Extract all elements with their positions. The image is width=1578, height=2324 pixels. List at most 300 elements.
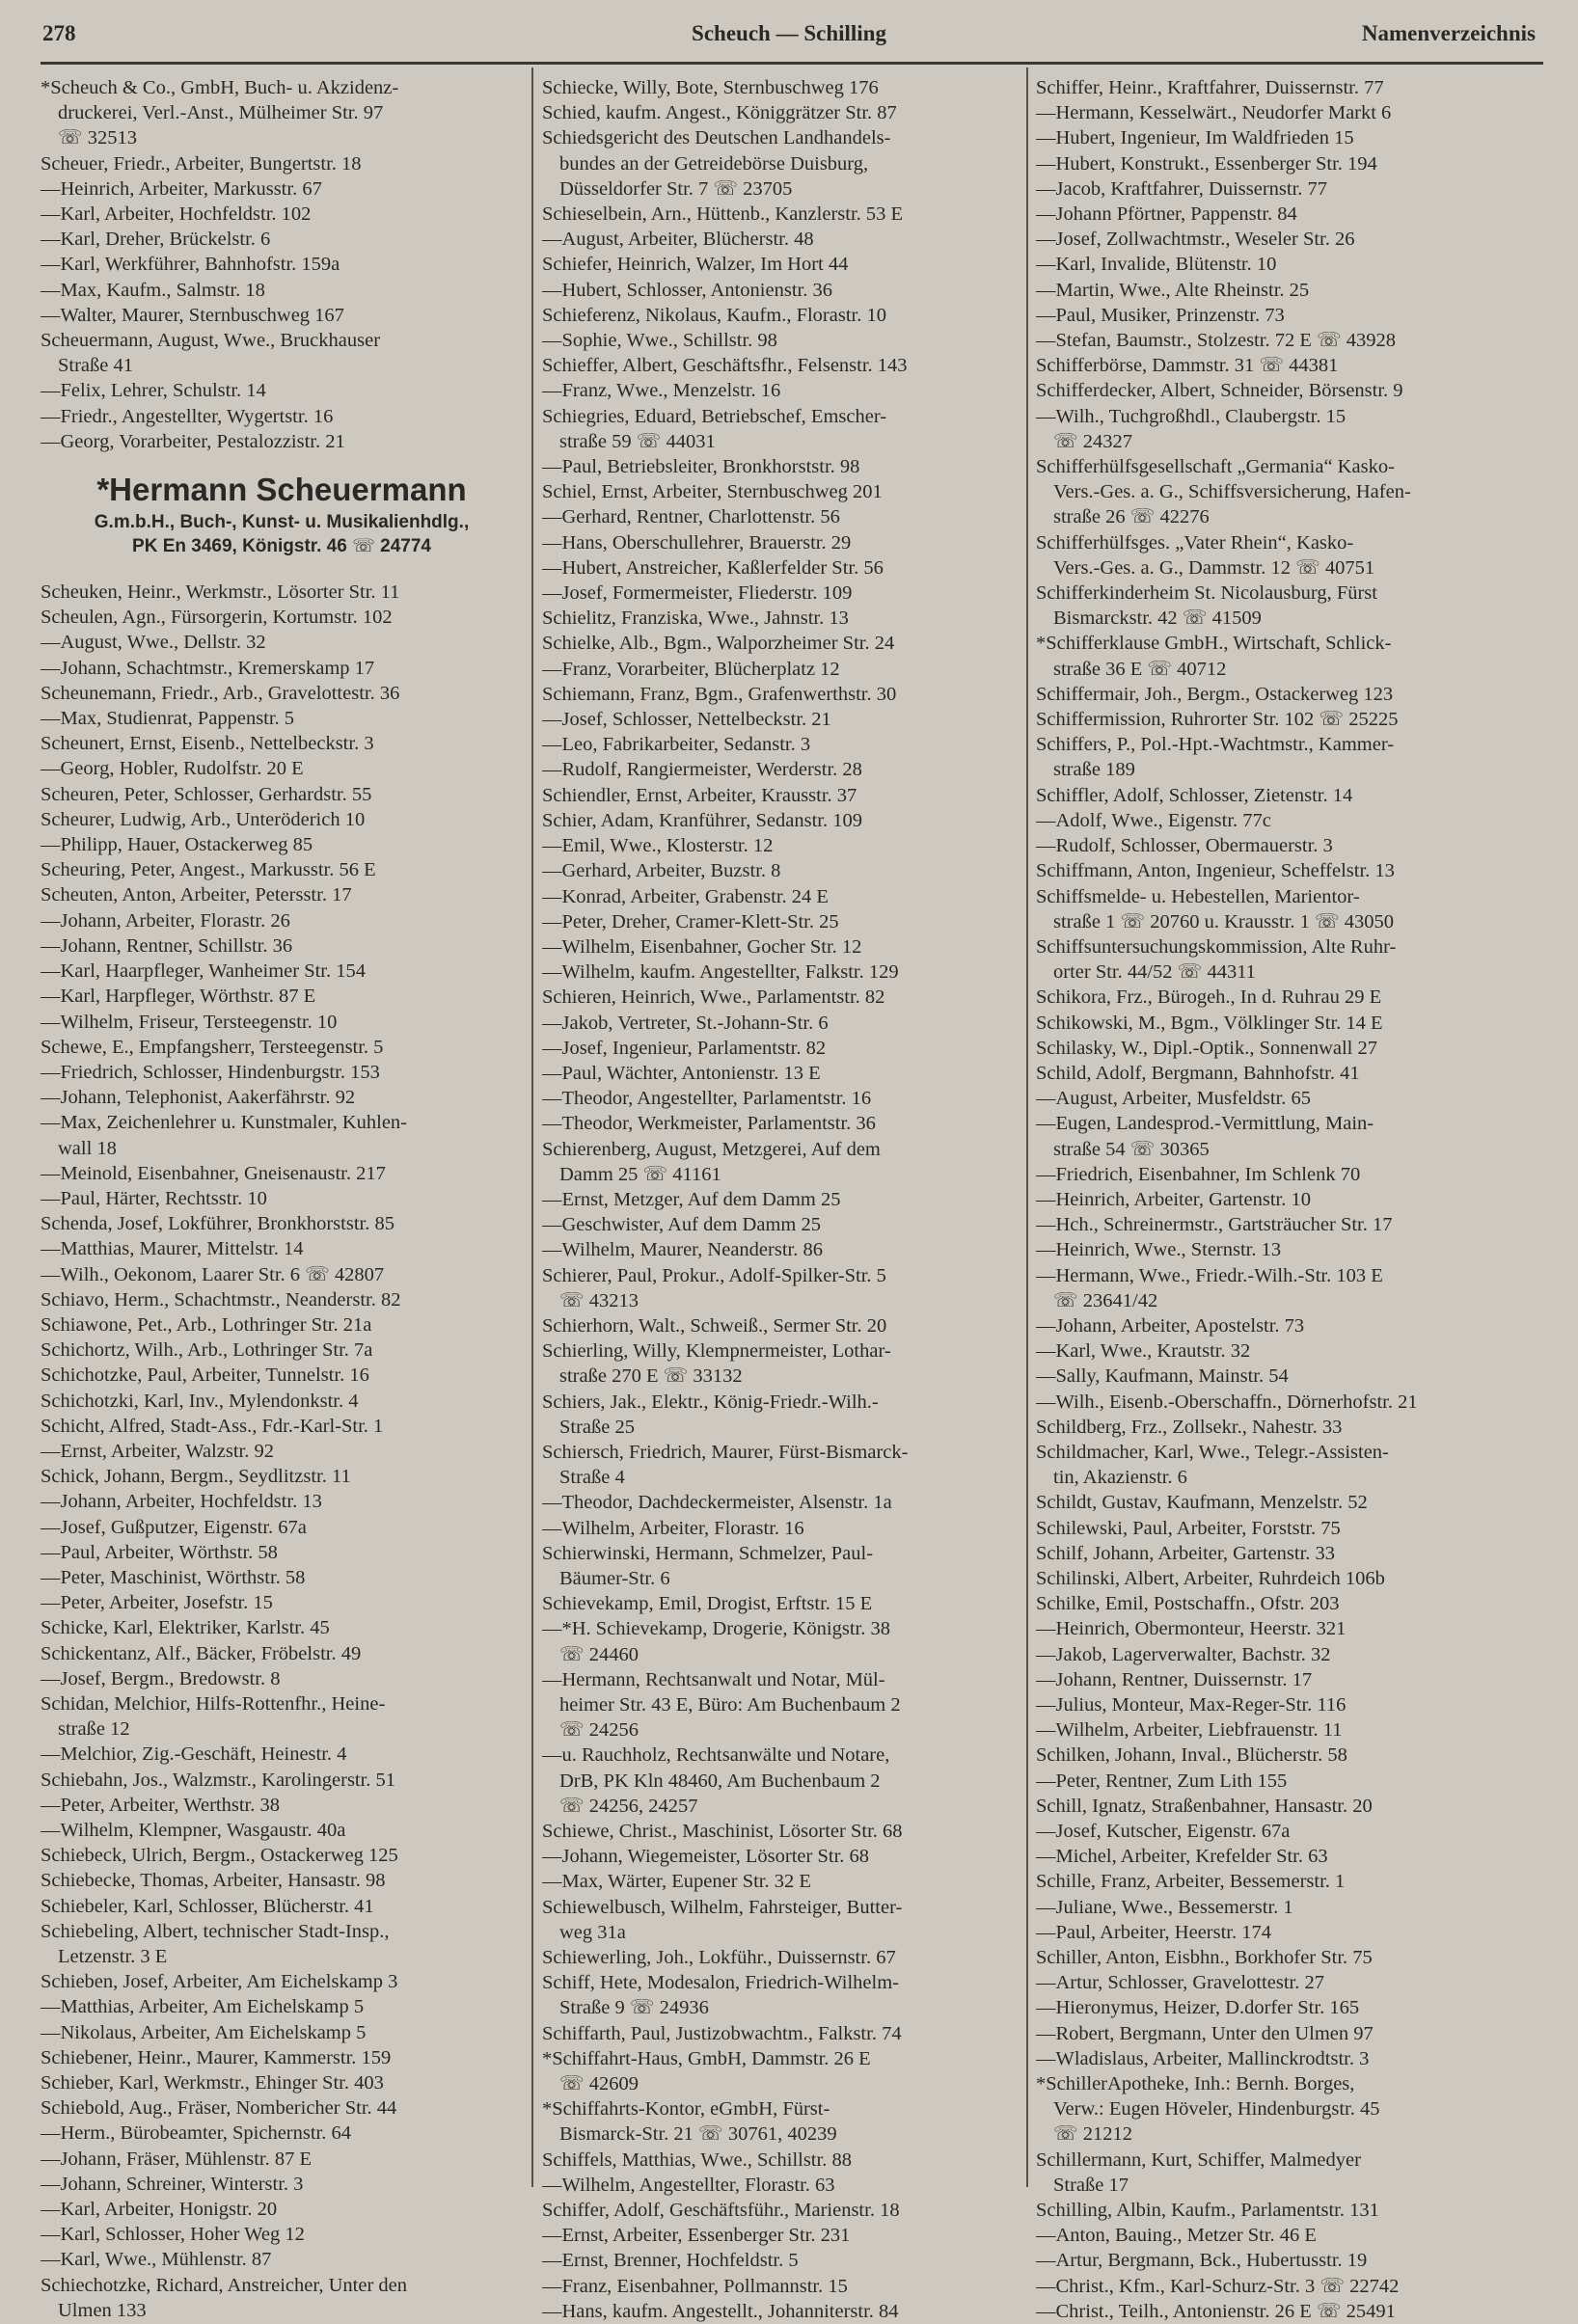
entry-line: —Johann, Rentner, Schillstr. 36 — [41, 934, 293, 957]
directory-entry — [542, 1667, 1019, 1743]
directory-entry — [41, 2172, 523, 2197]
entry-line: —Wilhelm, Maurer, Neanderstr. 86 — [542, 1239, 823, 1261]
directory-entry — [1036, 1769, 1541, 1794]
ad-line: G.m.b.H., Buch-, Kunst- u. Musikalienhdlg., — [94, 512, 470, 533]
directory-entry — [41, 202, 523, 227]
entry-line: —Stefan, Baumstr., Stolzestr. 72 E ☏ 43928 — [1036, 330, 1396, 352]
directory-entry — [41, 378, 523, 403]
entry-line: Schieffer, Albert, Geschäftsfhr., Felsenstr. 143 — [542, 355, 908, 377]
entry-line: —Ernst, Arbeiter, Essenberger Str. 231 — [542, 2225, 851, 2247]
entry-line: Schicht, Alfred, Stadt-Ass., Fdr.-Karl-Str. 1 — [41, 1415, 384, 1437]
entry-line: *Schiffahrts-Kontor, eGmbH, Fürst- — [542, 2098, 830, 2121]
directory-entry — [542, 2096, 1019, 2147]
directory-entry — [41, 1691, 523, 1742]
entry-continuation-line: Straße 17 — [1053, 2174, 1129, 2196]
directory-entry — [41, 984, 523, 1009]
entry-line: —Rudolf, Schlosser, Obermauerstr. 3 — [1036, 835, 1333, 857]
entry-line: Schielitz, Franziska, Wwe., Jahnstr. 13 — [542, 608, 849, 630]
entry-line: Schilasky, W., Dipl.-Optik., Sonnenwall 27 — [1036, 1037, 1377, 1059]
directory-entry — [1036, 884, 1541, 934]
directory-entry — [542, 732, 1019, 757]
directory-entry — [1036, 1895, 1541, 1920]
entry-line: —Anton, Bauing., Metzer Str. 46 E — [1036, 2225, 1317, 2247]
entry-line: —Paul, Betriebsleiter, Bronkhorststr. 98 — [542, 456, 860, 478]
directory-entry — [1036, 631, 1541, 681]
entry-line: —Max, Wärter, Eupener Str. 32 E — [542, 1871, 811, 1893]
entry-line: —Theodor, Angestellter, Parlamentstr. 16 — [542, 1088, 872, 1110]
directory-entry — [542, 884, 1019, 909]
directory-entry — [41, 1994, 523, 2019]
ad-line: PK En 3469, Königstr. 46 ☏ 24774 — [132, 536, 431, 557]
entry-line: Schied, kaufm. Angest., Königgrätzer Str. 87 — [542, 102, 897, 124]
directory-entry — [1036, 1945, 1541, 1970]
entry-continuation-line: Vers.-Ges. a. G., Schiffsversicherung, Hafen- — [1053, 481, 1411, 503]
directory-entry — [1036, 1541, 1541, 1566]
directory-entry — [1036, 278, 1541, 303]
directory-entry — [41, 1768, 523, 1793]
directory-entry — [542, 2223, 1019, 2248]
directory-entry — [1036, 2046, 1541, 2071]
entry-line: Schilke, Emil, Postschaffn., Ofstr. 203 — [1036, 1593, 1340, 1615]
entry-line: Schiers, Jak., Elektr., König-Friedr.-Wilh.- — [542, 1391, 879, 1413]
directory-entry — [542, 1440, 1019, 1490]
entry-line: *Scheuch & Co., GmbH, Buch- u. Akzidenz- — [41, 77, 399, 98]
directory-entry — [41, 1894, 523, 1919]
entry-continuation-line: Verw.: Eugen Höveler, Hindenburgstr. 45 — [1053, 2098, 1380, 2121]
entry-line: Schierwinski, Hermann, Schmelzer, Paul- — [542, 1542, 874, 1564]
entry-line: Schiecke, Willy, Bote, Sternbuschweg 176 — [542, 77, 879, 98]
directory-entry — [542, 378, 1019, 403]
entry-line: —Josef, Gußputzer, Eigenstr. 67a — [41, 1516, 307, 1538]
directory-entry — [1036, 2071, 1541, 2148]
entry-line: —Wilhelm, Friseur, Tersteegenstr. 10 — [41, 1011, 338, 1033]
directory-entry — [542, 2021, 1019, 2046]
entry-line: Schiebecke, Thomas, Arbeiter, Hansastr. 98 — [41, 1870, 386, 1892]
entry-line: —Hermann, Kesselwärt., Neudorfer Markt 6 — [1036, 102, 1392, 124]
entry-line: Scheuken, Heinr., Werkmstr., Lösorter Str. 11 — [41, 581, 400, 604]
entry-line: Schickentanz, Alf., Bäcker, Fröbelstr. 49 — [41, 1642, 362, 1664]
directory-entry — [542, 479, 1019, 504]
column-3 — [1036, 75, 1541, 2324]
directory-entry — [41, 1742, 523, 1767]
entry-continuation-line: bundes an der Getreidebörse Duisburg, — [559, 152, 869, 175]
entry-line: —Johann, Telephonist, Aakerfährstr. 92 — [41, 1087, 356, 1109]
directory-entry — [542, 125, 1019, 202]
entry-line: —Matthias, Maurer, Mittelstr. 14 — [41, 1238, 304, 1260]
entry-line: —Hermann, Wwe., Friedr.-Wilh.-Str. 103 E — [1036, 1264, 1383, 1286]
entry-continuation-line: wall 18 — [58, 1137, 117, 1159]
entry-continuation-line: Düsseldorfer Str. 7 ☏ 23705 — [559, 177, 793, 200]
directory-entry — [542, 1895, 1019, 1945]
directory-entry — [41, 252, 523, 277]
entry-line: —Artur, Bergmann, Bck., Hubertusstr. 19 — [1036, 2250, 1368, 2272]
entry-line: —Josef, Kutscher, Eigenstr. 67a — [1036, 1821, 1291, 1843]
directory-entry — [41, 1439, 523, 1464]
entry-line: Schiebeling, Albert, technischer Stadt-Insp., — [41, 1920, 390, 1942]
directory-entry — [1036, 1490, 1541, 1515]
entry-line: —Josef, Schlosser, Nettelbeckstr. 21 — [542, 709, 831, 731]
entry-line: Scheuermann, August, Wwe., Bruckhauser — [41, 330, 381, 352]
directory-entry — [1036, 1111, 1541, 1161]
entry-continuation-line: Straße 4 — [559, 1467, 625, 1489]
entry-line: Schiller, Anton, Eisbhn., Borkhofer Str. 75 — [1036, 1947, 1373, 1969]
directory-entry — [1036, 1819, 1541, 1844]
directory-entry — [41, 1969, 523, 1994]
entry-line: Schicke, Karl, Elektriker, Karlstr. 45 — [41, 1617, 330, 1639]
entry-line: —Heinrich, Arbeiter, Gartenstr. 10 — [1036, 1188, 1311, 1210]
directory-entry — [41, 2070, 523, 2095]
entry-line: —Hubert, Schlosser, Antonienstr. 36 — [542, 279, 832, 301]
entry-continuation-line: Ulmen 133 — [58, 2299, 147, 2321]
directory-entry — [542, 227, 1019, 252]
directory-entry — [41, 857, 523, 882]
directory-entry — [1036, 1338, 1541, 1364]
entry-line: —Paul, Musiker, Prinzenstr. 73 — [1036, 304, 1285, 326]
entry-line: —Wilh., Tuchgroßhdl., Claubergstr. 15 — [1036, 405, 1347, 427]
directory-entry — [542, 202, 1019, 227]
entry-line: —Ernst, Brenner, Hochfeldstr. 5 — [542, 2250, 799, 2272]
entry-continuation-line: Bismarck-Str. 21 ☏ 30761, 40239 — [559, 2123, 837, 2146]
directory-entry — [41, 303, 523, 328]
directory-entry — [1036, 1415, 1541, 1440]
entry-line: —Heinrich, Arbeiter, Markusstr. 67 — [41, 177, 322, 200]
running-title: Scheuch — Schilling — [692, 21, 886, 45]
entry-line: Schierhorn, Walt., Schweiß., Sermer Str. 20 — [542, 1314, 887, 1337]
entry-line: Schiemann, Franz, Bgm., Grafenwerthstr. 30 — [542, 683, 897, 705]
directory-entry — [1036, 1869, 1541, 1894]
directory-entry — [1036, 1642, 1541, 1667]
section-title: Namenverzeichnis — [1361, 21, 1536, 45]
entry-line: —Michel, Arbeiter, Krefelder Str. 63 — [1036, 1846, 1328, 1868]
entry-line: Schiffermair, Joh., Bergm., Ostackerweg 123 — [1036, 683, 1394, 705]
directory-entry — [41, 1818, 523, 1843]
directory-entry — [542, 1591, 1019, 1616]
entry-line: —Josef, Bergm., Bredowstr. 8 — [41, 1667, 281, 1689]
entry-line: —Johann, Arbeiter, Florastr. 26 — [41, 909, 290, 932]
entry-line: —Leo, Fabrikarbeiter, Sedanstr. 3 — [542, 734, 811, 756]
entry-line: —Karl, Werkführer, Bahnhofstr. 159a — [41, 254, 340, 276]
directory-entry — [1036, 125, 1541, 150]
entry-line: —u. Rauchholz, Rechtsanwälte und Notare, — [542, 1744, 890, 1767]
directory-entry — [542, 2046, 1019, 2096]
entry-line: Scheurer, Ludwig, Arb., Unteröderich 10 — [41, 808, 366, 830]
entry-line: Schiffler, Adolf, Schlosser, Zietenstr. 14 — [1036, 784, 1353, 806]
entry-continuation-line: DrB, PK Kln 48460, Am Buchenbaum 2 — [559, 1770, 881, 1792]
entry-line: Schifferhülfsgesellschaft „Germania“ Kasko- — [1036, 456, 1395, 478]
entry-list — [41, 75, 523, 454]
entry-line: Schier, Adam, Kranführer, Sedanstr. 109 — [542, 809, 862, 831]
page-number: 278 — [42, 21, 76, 45]
entry-continuation-line: straße 1 ☏ 20760 u. Krausstr. 1 ☏ 43050 — [1053, 910, 1395, 932]
entry-line: —Hieronymus, Heizer, D.dorfer Str. 165 — [1036, 1997, 1360, 2019]
entry-line: —Heinrich, Obermonteur, Heerstr. 321 — [1036, 1618, 1347, 1640]
entry-line: —Juliane, Wwe., Bessemerstr. 1 — [1036, 1896, 1293, 1918]
entry-line: —Josef, Zollwachtmstr., Weseler Str. 26 — [1036, 229, 1355, 251]
entry-line: Schieren, Heinrich, Wwe., Parlamentstr. 82 — [542, 986, 885, 1009]
entry-line: Schiavo, Herm., Schachtmstr., Neanderstr. 82 — [41, 1288, 401, 1311]
directory-entry — [542, 631, 1019, 656]
entry-continuation-line: ☏ 23641/42 — [1053, 1289, 1158, 1311]
directory-entry — [41, 1515, 523, 1540]
entry-line: Schiebahn, Jos., Walzmstr., Karolingerstr. 51 — [41, 1769, 396, 1791]
column-2 — [542, 75, 1019, 2324]
entry-continuation-line: Bismarckstr. 42 ☏ 41509 — [1053, 608, 1262, 630]
directory-entry — [542, 833, 1019, 858]
directory-entry — [542, 1945, 1019, 1970]
directory-entry — [41, 1464, 523, 1489]
directory-entry — [41, 2095, 523, 2121]
entry-line: Schilken, Johann, Inval., Blücherstr. 58 — [1036, 1744, 1347, 1767]
entry-line: —Paul, Arbeiter, Wörthstr. 58 — [41, 1541, 278, 1563]
directory-entry — [41, 1262, 523, 1287]
entry-line: Schiebold, Aug., Fräser, Nombericher Str. 44 — [41, 2097, 397, 2120]
entry-line: Schierenberg, August, Metzgerei, Auf dem — [542, 1138, 881, 1160]
directory-entry — [41, 1010, 523, 1035]
directory-entry — [1036, 1162, 1541, 1187]
directory-entry — [1036, 378, 1541, 403]
entry-line: Schiechotzke, Richard, Anstreicher, Unter den — [41, 2274, 408, 2296]
directory-entry — [41, 2121, 523, 2146]
directory-entry — [1036, 2274, 1541, 2299]
directory-entry — [41, 176, 523, 202]
entry-line: Schild, Adolf, Bergmann, Bahnhofstr. 41 — [1036, 1062, 1360, 1084]
directory-entry — [542, 1237, 1019, 1262]
directory-entry — [1036, 1920, 1541, 1945]
directory-entry — [41, 2197, 523, 2222]
entry-line: —Friedrich, Eisenbahner, Im Schlenk 70 — [1036, 1163, 1361, 1185]
entry-line: Schiawone, Pet., Arb., Lothringer Str. 21a — [41, 1313, 372, 1336]
entry-line: —Artur, Schlosser, Gravelottestr. 27 — [1036, 1972, 1324, 1994]
entry-line: —Karl, Schlosser, Hoher Weg 12 — [41, 2224, 305, 2246]
entry-line: Schiffers, P., Pol.-Hpt.-Wachtmstr., Kammer- — [1036, 734, 1395, 756]
entry-continuation-line: orter Str. 44/52 ☏ 44311 — [1053, 961, 1256, 984]
directory-entry — [41, 151, 523, 176]
directory-entry — [1036, 1970, 1541, 1995]
entry-line: Schichortz, Wilh., Arb., Lothringer Str. 7a — [41, 1339, 373, 1362]
entry-line: —Theodor, Werkmeister, Parlamentstr. 36 — [542, 1113, 876, 1135]
directory-entry — [41, 933, 523, 959]
directory-entry — [41, 328, 523, 378]
entry-line: Schildt, Gustav, Kaufmann, Menzelstr. 52 — [1036, 1492, 1368, 1514]
entry-line: —Emil, Wwe., Klosterstr. 12 — [542, 835, 774, 857]
directory-entry — [542, 454, 1019, 479]
directory-entry — [41, 959, 523, 984]
entry-line: —Wilhelm, Klempner, Wasgaustr. 40a — [41, 1820, 346, 1841]
directory-entry — [41, 1414, 523, 1439]
entry-line: Schielke, Alb., Bgm., Walporzheimer Str. 24 — [542, 633, 895, 655]
directory-entry — [1036, 2198, 1541, 2223]
directory-entry — [542, 1111, 1019, 1136]
entry-line: —Adolf, Wwe., Eigenstr. 77c — [1036, 809, 1271, 831]
directory-entry — [542, 1390, 1019, 1440]
entry-continuation-line: ☏ 24256, 24257 — [559, 1795, 698, 1817]
entry-line: Schille, Franz, Arbeiter, Bessemerstr. 1 — [1036, 1871, 1346, 1893]
entry-line: —Ernst, Arbeiter, Walzstr. 92 — [41, 1440, 274, 1462]
entry-line: Schiendler, Ernst, Arbeiter, Krausstr. 37 — [542, 784, 857, 806]
entry-line: —Eugen, Landesprod.-Vermittlung, Main- — [1036, 1113, 1374, 1135]
directory-entry — [41, 605, 523, 630]
directory-entry — [1036, 252, 1541, 277]
directory-entry — [542, 1011, 1019, 1036]
entry-line: —August, Arbeiter, Blücherstr. 48 — [542, 229, 814, 251]
entry-continuation-line: Vers.-Ges. a. G., Dammstr. 12 ☏ 40751 — [1053, 556, 1375, 579]
entry-line: Schieselbein, Arn., Hüttenb., Kanzlerstr. 53 E — [542, 203, 904, 226]
directory-entry — [1036, 303, 1541, 328]
directory-entry — [41, 1236, 523, 1261]
entry-line: Schiebener, Heinr., Maurer, Kammerstr. 159 — [41, 2046, 392, 2068]
directory-entry — [1036, 328, 1541, 353]
directory-entry — [41, 2045, 523, 2070]
entry-line: Schichotzke, Paul, Arbeiter, Tunnelstr. 16 — [41, 1365, 369, 1387]
entry-line: Schikora, Frz., Bürogeh., In d. Ruhrau 29 E — [1036, 986, 1382, 1009]
entry-line: Scheunemann, Friedr., Arb., Gravelottestr. 36 — [41, 682, 400, 704]
entry-line: —Sally, Kaufmann, Mainstr. 54 — [1036, 1365, 1289, 1388]
directory-entry — [542, 1313, 1019, 1338]
entry-line: Schilewski, Paul, Arbeiter, Forststr. 75 — [1036, 1517, 1341, 1539]
entry-line: —*H. Schievekamp, Drogerie, Königstr. 38 — [542, 1618, 890, 1640]
advertisement — [41, 470, 523, 558]
entry-continuation-line: ☏ 43213 — [559, 1289, 639, 1311]
directory-entry — [1036, 454, 1541, 530]
entry-line: —Franz, Vorarbeiter, Blücherplatz 12 — [542, 658, 840, 680]
directory-entry — [41, 1389, 523, 1414]
directory-entry — [41, 706, 523, 731]
directory-entry — [1036, 176, 1541, 202]
directory-entry — [1036, 1794, 1541, 1819]
directory-entry — [1036, 1616, 1541, 1641]
entry-line: —Wilhelm, Angestellter, Florastr. 63 — [542, 2174, 835, 2196]
directory-entry — [41, 2147, 523, 2172]
directory-entry — [542, 2299, 1019, 2324]
entry-line: —Peter, Dreher, Cramer-Klett-Str. 25 — [542, 910, 839, 932]
directory-entry — [1036, 100, 1541, 125]
directory-entry — [1036, 1313, 1541, 1338]
directory-entry — [542, 100, 1019, 125]
entry-line: —Wilhelm, kaufm. Angestellter, Falkstr. 129 — [542, 961, 899, 984]
entry-continuation-line: weg 31a — [559, 1921, 626, 1943]
directory-entry — [41, 1793, 523, 1818]
entry-line: Schill, Ignatz, Straßenbahner, Hansastr. 20 — [1036, 1795, 1373, 1817]
directory-entry — [542, 1338, 1019, 1389]
directory-entry — [41, 1615, 523, 1640]
directory-entry — [542, 1061, 1019, 1086]
directory-entry — [1036, 682, 1541, 707]
directory-entry — [1036, 75, 1541, 100]
entry-line: Schieferenz, Nikolaus, Kaufm., Florastr. 10 — [542, 304, 886, 326]
entry-line: —Johann Pförtner, Pappenstr. 84 — [1036, 203, 1297, 226]
directory-entry — [542, 1137, 1019, 1187]
entry-line: Schilling, Albin, Kaufm., Parlamentstr. 131 — [1036, 2200, 1379, 2222]
directory-entry — [1036, 1364, 1541, 1389]
entry-line: Schilf, Johann, Arbeiter, Gartenstr. 33 — [1036, 1542, 1336, 1564]
directory-entry — [41, 1843, 523, 1868]
entry-line: —Georg, Vorarbeiter, Pestalozzistr. 21 — [41, 430, 345, 452]
directory-entry — [542, 934, 1019, 959]
directory-entry — [542, 1086, 1019, 1111]
entry-line: Schiffsuntersuchungskommission, Alte Ruhr- — [1036, 935, 1397, 958]
entry-line: —Herm., Bürobeamter, Spichernstr. 64 — [41, 2122, 351, 2145]
directory-entry — [1036, 707, 1541, 732]
entry-line: Schiffels, Matthias, Wwe., Schillstr. 88 — [542, 2148, 852, 2171]
directory-entry — [542, 555, 1019, 581]
directory-entry — [1036, 1036, 1541, 1061]
directory-entry — [41, 429, 523, 454]
directory-entry — [1036, 1717, 1541, 1743]
directory-entry — [41, 227, 523, 252]
entry-line: Scheuren, Peter, Schlosser, Gerhardstr. 55 — [41, 783, 372, 805]
directory-entry — [1036, 1995, 1541, 2020]
entry-line: —Friedr., Angestellter, Wygertstr. 16 — [41, 405, 334, 427]
entry-line: —Johann, Schachtmstr., Kremerskamp 17 — [41, 657, 375, 679]
entry-continuation-line: Bäumer-Str. 6 — [559, 1567, 670, 1589]
entry-line: Schiffermission, Ruhrorter Str. 102 ☏ 25225 — [1036, 709, 1399, 731]
entry-line: —August, Wwe., Dellstr. 32 — [41, 632, 266, 654]
entry-line: Schiel, Ernst, Arbeiter, Sternbuschweg 201 — [542, 481, 883, 503]
entry-line: Schick, Johann, Bergm., Seydlitzstr. 11 — [41, 1466, 351, 1488]
directory-entry — [41, 1211, 523, 1236]
directory-entry — [41, 731, 523, 756]
entry-line: —Nikolaus, Arbeiter, Am Eichelskamp 5 — [41, 2021, 367, 2043]
entry-line: Schierling, Willy, Klempnermeister, Lothar- — [542, 1340, 891, 1363]
directory-entry — [41, 2273, 523, 2323]
directory-entry — [41, 1110, 523, 1160]
directory-entry — [41, 1565, 523, 1590]
directory-entry — [41, 1312, 523, 1338]
directory-entry — [542, 606, 1019, 631]
directory-entry — [542, 581, 1019, 606]
directory-entry — [542, 657, 1019, 682]
entry-line: —Johann, Wiegemeister, Lösorter Str. 68 — [542, 1846, 870, 1868]
entry-line: —Peter, Maschinist, Wörthstr. 58 — [41, 1566, 306, 1588]
entry-line: Schiedsgericht des Deutschen Landhandels- — [542, 127, 891, 149]
entry-line: —August, Arbeiter, Musfeldstr. 65 — [1036, 1088, 1312, 1110]
directory-entry — [41, 908, 523, 933]
directory-entry — [542, 707, 1019, 732]
directory-entry — [41, 1186, 523, 1211]
entry-line: —Hans, Oberschullehrer, Brauerstr. 29 — [542, 531, 852, 554]
entry-line: —Heinrich, Wwe., Sternstr. 13 — [1036, 1239, 1282, 1261]
directory-entry — [41, 278, 523, 303]
entry-line: —Melchior, Zig.-Geschäft, Heinestr. 4 — [41, 1743, 347, 1766]
directory-entry — [542, 353, 1019, 378]
directory-entry — [1036, 732, 1541, 782]
directory-entry — [1036, 1692, 1541, 1717]
entry-line: Scheunert, Ernst, Eisenb., Nettelbeckstr. 3 — [41, 733, 374, 755]
directory-entry — [1036, 1566, 1541, 1591]
directory-entry — [1036, 2021, 1541, 2046]
entry-line: —Felix, Lehrer, Schulstr. 14 — [41, 380, 266, 402]
directory-entry — [1036, 1667, 1541, 1692]
entry-line: Schiff, Hete, Modesalon, Friedrich-Wilhelm- — [542, 1972, 899, 1994]
entry-line: —Paul, Wächter, Antonienstr. 13 E — [542, 1062, 821, 1084]
entry-line: —Wilh., Oekonom, Laarer Str. 6 ☏ 42807 — [41, 1263, 385, 1285]
directory-entry — [542, 504, 1019, 529]
directory-entry — [41, 2020, 523, 2045]
directory-entry — [542, 783, 1019, 808]
entry-continuation-line: ☏ 42609 — [559, 2073, 639, 2095]
directory-entry — [542, 1541, 1019, 1591]
directory-entry — [41, 681, 523, 706]
directory-entry — [542, 1263, 1019, 1313]
directory-entry — [41, 404, 523, 429]
directory-entry — [41, 1590, 523, 1615]
directory-entry — [41, 1035, 523, 1060]
entry-line: Scheuten, Anton, Arbeiter, Petersstr. 17 — [41, 884, 352, 906]
entry-line: —Johann, Arbeiter, Hochfeldstr. 13 — [41, 1491, 322, 1513]
directory-entry — [1036, 833, 1541, 858]
entry-continuation-line: straße 59 ☏ 44031 — [559, 430, 716, 452]
entry-line: Schieber, Karl, Werkmstr., Ehinger Str. 403 — [41, 2072, 384, 2094]
